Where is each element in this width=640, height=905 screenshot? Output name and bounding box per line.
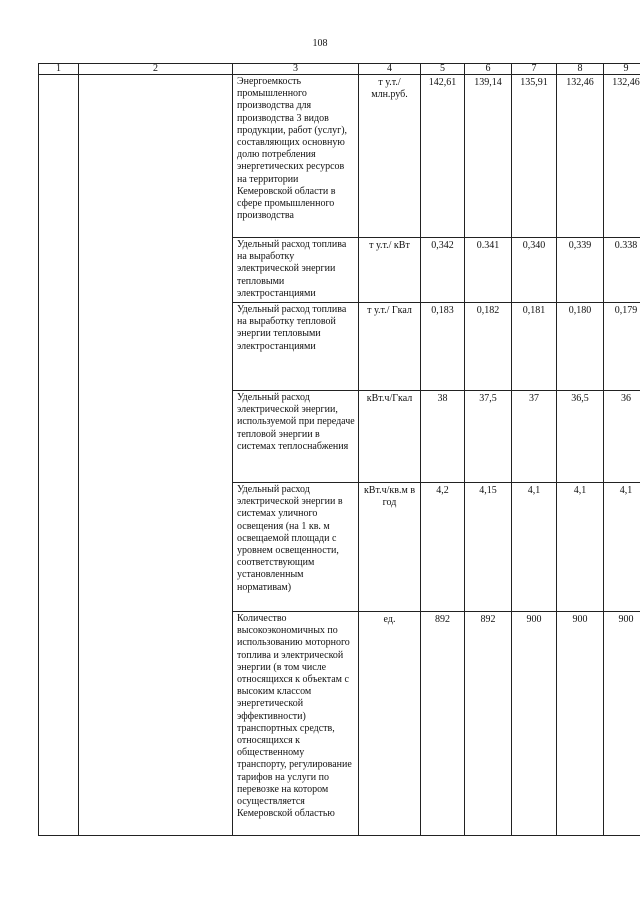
value-cell: 38 — [421, 391, 465, 483]
col-header-6: 6 — [465, 64, 512, 75]
value-cell: 900 — [557, 612, 604, 836]
indicator-name: Удельный расход топлива на выработку тепловой энергии тепловыми электростанциями — [233, 303, 359, 391]
value-cell: 0,183 — [421, 303, 465, 391]
table-row — [39, 75, 640, 238]
col-header-2: 2 — [79, 64, 233, 75]
indicator-name: Количество высокоэкономичных по использованию моторного топлива и электрической энергии (в том числе относящихся к объектам с высоким классом энергетической эффективности) транспортных средств, относящихся к общественному транспорту, регулирование тарифов на услуги по перевозке на котором осуществляется Кемеровской областью — [233, 612, 359, 836]
col-header-5: 5 — [421, 64, 465, 75]
indicator-name: Удельный расход топлива на выработку электрической энергии тепловыми электростанциями — [233, 238, 359, 303]
value-cell: 0,180 — [557, 303, 604, 391]
value-cell: 37,5 — [465, 391, 512, 483]
value-cell: 135,91 — [512, 75, 557, 238]
value-cell: 4,1 — [604, 483, 640, 612]
value-cell: 0.341 — [465, 238, 512, 303]
value-cell: 142,61 — [421, 75, 465, 238]
value-cell: 0.338 — [604, 238, 640, 303]
indicator-name: Удельный расход электрической энергии в системах уличного освещения (на 1 кв. м освещаемой площади с уровнем освещенности, соответствующим установленным нормативам) — [233, 483, 359, 612]
value-cell: 900 — [512, 612, 557, 836]
unit-cell: кВт.ч/кв.м в год — [359, 483, 421, 612]
col2-cell — [79, 75, 233, 836]
value-cell: 0,340 — [512, 238, 557, 303]
indicators-table — [38, 63, 640, 836]
value-cell: 4,1 — [512, 483, 557, 612]
value-cell: 0,181 — [512, 303, 557, 391]
col-header-1: 1 — [39, 64, 79, 75]
value-cell: 4,1 — [557, 483, 604, 612]
value-cell: 0,179 — [604, 303, 640, 391]
col-header-9: 9 — [604, 64, 640, 75]
value-cell: 0,339 — [557, 238, 604, 303]
unit-cell: ед. — [359, 612, 421, 836]
page-number: 108 — [312, 38, 328, 49]
value-cell: 4,15 — [465, 483, 512, 612]
value-cell: 132,46 — [557, 75, 604, 238]
col-header-4: 4 — [359, 64, 421, 75]
value-cell: 139,14 — [465, 75, 512, 238]
col-header-8: 8 — [557, 64, 604, 75]
unit-cell: т у.т./ Гкал — [359, 303, 421, 391]
value-cell: 36 — [604, 391, 640, 483]
value-cell: 4,2 — [421, 483, 465, 612]
value-cell: 37 — [512, 391, 557, 483]
value-cell: 892 — [465, 612, 512, 836]
value-cell: 0,182 — [465, 303, 512, 391]
header-row — [39, 64, 640, 75]
unit-cell: кВт.ч/Гкал — [359, 391, 421, 483]
value-cell: 900 — [604, 612, 640, 836]
col1-cell — [39, 75, 79, 836]
col-header-7: 7 — [512, 64, 557, 75]
unit-cell: т у.т./ млн.руб. — [359, 75, 421, 238]
unit-cell: т у.т./ кВт — [359, 238, 421, 303]
col-header-3: 3 — [233, 64, 359, 75]
value-cell: 0,342 — [421, 238, 465, 303]
indicator-name: Энергоемкость промышленного производства для производства 3 видов продукции, работ (услуг), составляющих основную долю потребления энергетических ресурсов на территории Кемеровской области в сфере промышленного производства — [233, 75, 359, 238]
value-cell: 892 — [421, 612, 465, 836]
indicator-name: Удельный расход электрической энергии, используемой при передаче тепловой энергии в системах теплоснабжения — [233, 391, 359, 483]
value-cell: 132,46 — [604, 75, 640, 238]
value-cell: 36,5 — [557, 391, 604, 483]
